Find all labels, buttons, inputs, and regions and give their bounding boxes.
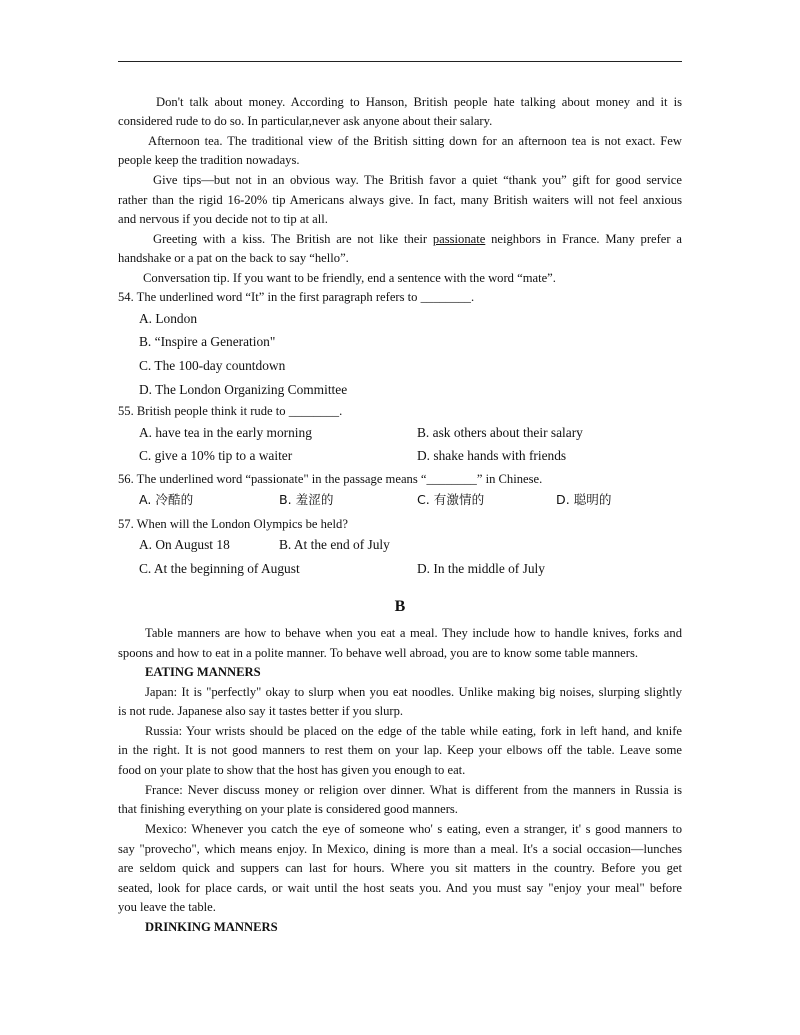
underlined-word-passionate: passionate bbox=[432, 232, 486, 246]
question-56-stem: 56. The underlined word “passionate" in the passage means “________” in Chinese. bbox=[118, 472, 543, 486]
question-57-option-a: A. On August 18 bbox=[139, 537, 230, 552]
france-line-2: that finishing everything on your plate is considered good manners. bbox=[118, 802, 458, 816]
header-rule bbox=[118, 61, 682, 62]
question-55-option-d: D. shake hands with friends bbox=[417, 448, 567, 463]
question-55-option-c: C. give a 10% tip to a waiter bbox=[139, 448, 293, 463]
mexico-line-3: are seldom quick and suppers can last for hours. Where you sit matters in the country. Before you get bbox=[118, 861, 682, 875]
question-57-stem: 57. When will the London Olympics be held? bbox=[118, 517, 348, 531]
russia-line-2: in the right. It is not good manners to rest them on your lap. Keep your elbows off the table. Leave some bbox=[118, 743, 682, 757]
question-55-option-b: B. ask others about their salary bbox=[417, 425, 583, 440]
paragraph-greeting-line-2: handshake or a pat on the back to say “hello”. bbox=[118, 251, 349, 265]
paragraph-greeting-line-1 bbox=[153, 232, 682, 247]
france-line-1: France: Never discuss money or religion over dinner. What is different from the manners in Russia is bbox=[145, 783, 682, 797]
question-54-option-c: C. The 100-day countdown bbox=[139, 358, 286, 373]
question-54-stem: 54. The underlined word “It” in the first paragraph refers to ________. bbox=[118, 290, 475, 304]
paragraph-tea-line-1: Afternoon tea. The traditional view of the British sitting down for an afternoon tea is not exact. Few bbox=[148, 134, 682, 148]
mexico-line-4: seated, look for place cards, or wait until the host seats you. And you must say "enjoy your meal" before bbox=[118, 881, 682, 895]
eating-manners-heading: EATING MANNERS bbox=[145, 665, 261, 679]
question-57-option-d: D. In the middle of July bbox=[417, 561, 545, 576]
drinking-manners-heading: DRINKING MANNERS bbox=[145, 920, 278, 934]
question-57-option-b: B. At the end of July bbox=[279, 537, 390, 552]
question-54-option-d: D. The London Organizing Committee bbox=[139, 382, 348, 397]
section-b-intro-line-2: spoons and how to eat in a polite manner. To behave well abroad, you are to know some table manners. bbox=[118, 646, 638, 660]
mexico-line-5: you leave the table. bbox=[118, 900, 216, 914]
question-55-option-a: A. have tea in the early morning bbox=[139, 425, 312, 440]
paragraph-tips-line-3: and nervous if you decide not to tip at all. bbox=[118, 212, 328, 226]
japan-line-1: Japan: It is "perfectly" okay to slurp when you eat noodles. Unlike making big noises, slurping slightly bbox=[145, 685, 682, 699]
paragraph-tips-line-2: rather than the rigid 16-20% tip Americans always give. In fact, many British waiters will not feel anxious bbox=[118, 193, 682, 207]
question-56-option-a: A. 冷酷的 bbox=[139, 492, 194, 507]
paragraph-money-line-2: considered rude to do so. In particular,never ask anyone about their salary. bbox=[118, 114, 493, 128]
question-56-option-d: D. 聪明的 bbox=[556, 492, 612, 507]
paragraph-tea-line-2: people keep the tradition nowadays. bbox=[118, 153, 300, 167]
question-56-option-c: C. 有激情的 bbox=[417, 492, 485, 507]
paragraph-conversation-line-1: Conversation tip. If you want to be friendly, end a sentence with the word “mate”. bbox=[143, 271, 556, 285]
section-b-heading: B bbox=[394, 598, 406, 615]
mexico-line-1: Mexico: Whenever you catch the eye of someone who' s eating, even a stranger, it' s good manners to bbox=[145, 822, 682, 836]
question-54-option-b: B. “Inspire a Generation" bbox=[139, 334, 276, 349]
russia-line-1: Russia: Your wrists should be placed on the edge of the table while eating, fork in left hand, and knife bbox=[145, 724, 682, 738]
section-b-intro-line-1: Table manners are how to behave when you eat a meal. They include how to handle knives, forks and bbox=[145, 626, 682, 640]
greeting-text-post: neighbors in France. Many prefer a bbox=[491, 232, 682, 246]
paragraph-money-line-1: Don't talk about money. According to Hanson, British people hate talking about money and it is bbox=[156, 95, 682, 109]
question-56-option-b: B. 羞涩的 bbox=[279, 492, 334, 507]
japan-line-2: is not rude. Japanese also say it tastes better if you slurp. bbox=[118, 704, 404, 718]
russia-line-3: food on your plate to show that the host has given you enough to eat. bbox=[118, 763, 466, 777]
question-55-stem: 55. British people think it rude to ________. bbox=[118, 404, 343, 418]
question-54-option-a: A. London bbox=[139, 311, 198, 326]
greeting-text-pre: Greeting with a kiss. The British are not like their bbox=[153, 232, 428, 246]
question-57-option-c: C. At the beginning of August bbox=[139, 561, 300, 576]
mexico-line-2: say "provecho", which means enjoy. In Mexico, dining is more than a meal. It's a social occasion—lunches bbox=[118, 842, 682, 856]
paragraph-tips-line-1: Give tips—but not in an obvious way. The British favor a quiet “thank you” gift for good service bbox=[153, 173, 682, 187]
